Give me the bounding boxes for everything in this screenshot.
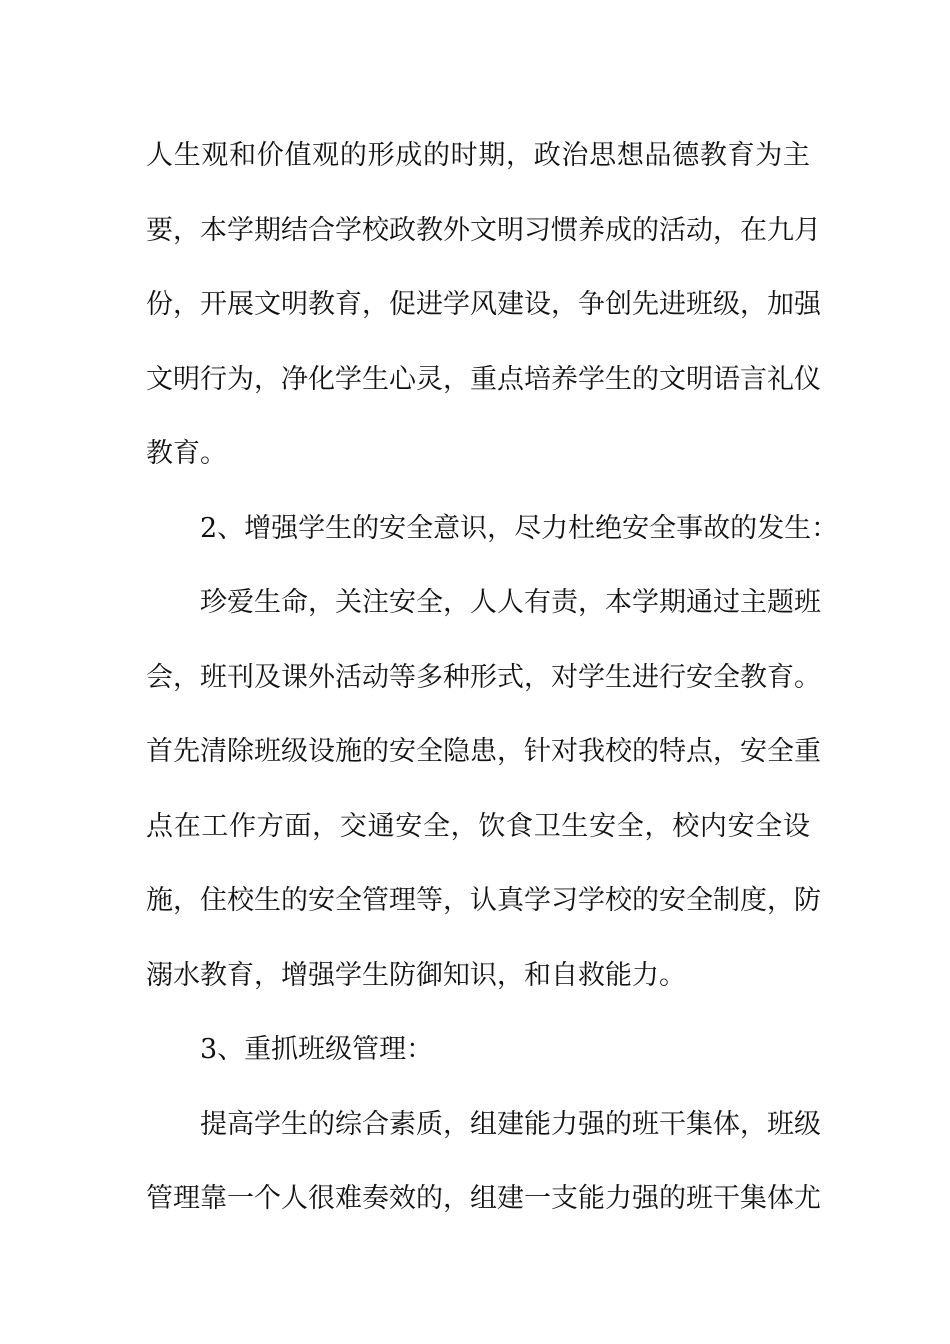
text-line: 施，住校生的安全管理等，认真学习学校的安全制度，防 [146, 885, 821, 916]
text-line: 要，本学期结合学校政教外文明习惯养成的活动，在九月 [146, 214, 821, 246]
text-line: 珍爱生命，关注安全，人人有责，本学期通过主题班 [200, 587, 821, 618]
text-line: 人生观和价值观的形成的时期，政治思想品德教育为主 [146, 140, 810, 171]
text-line: 提高学生的综合素质，组建能力强的班干集体，班级 [200, 1108, 821, 1140]
section-heading: 2、增强学生的安全意识，尽力杜绝安全事故的发生： [200, 512, 839, 544]
text-line: 首先清除班级设施的安全隐患，针对我校的特点，安全重 [146, 736, 821, 767]
text-line: 份，开展文明教育，促进学风建设，争创先进班级，加强 [146, 289, 821, 320]
section-heading: 3、重抓班级管理： [200, 1034, 434, 1065]
text-line: 教育。 [146, 438, 227, 469]
body-text [146, 128, 839, 1246]
text-line: 会，班刊及课外活动等多种形式，对学生进行安全教育。 [146, 661, 821, 693]
text-line: 文明行为，净化学生心灵，重点培养学生的文明语言礼仪 [146, 363, 821, 395]
text-line: 点在工作方面，交通安全，饮食卫生安全，校内安全设 [146, 810, 810, 842]
text-line: 溺水教育，增强学生防御知识，和自救能力。 [146, 959, 686, 991]
text-line: 管理靠一个人很难奏效的，组建一支能力强的班干集体尤 [146, 1183, 821, 1214]
